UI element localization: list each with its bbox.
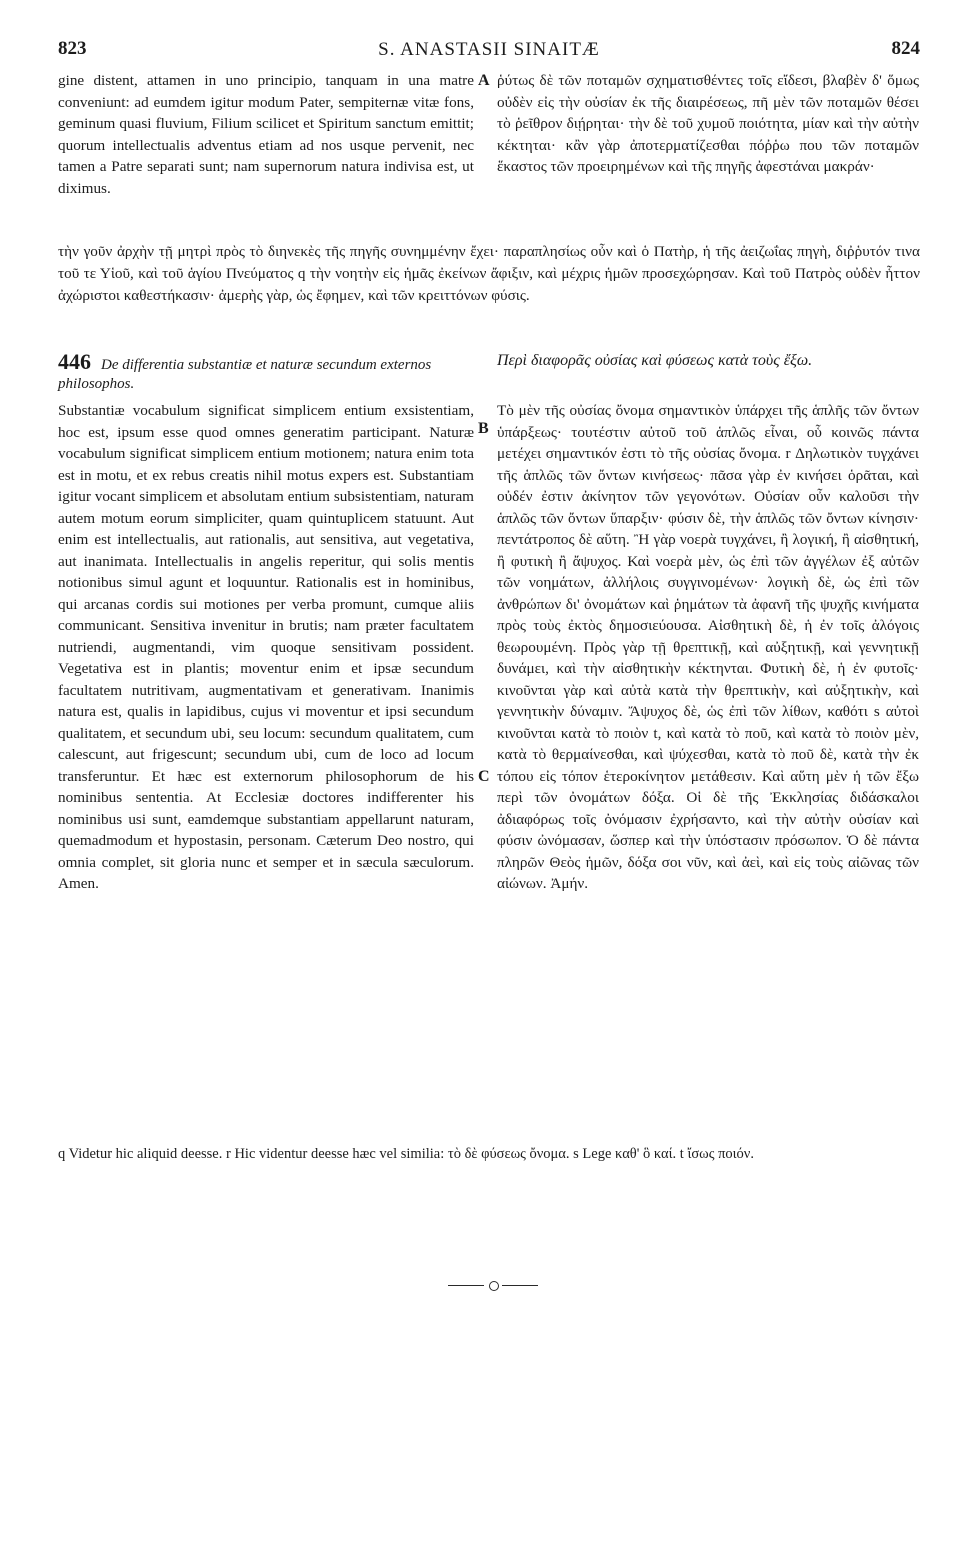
latin-heading-text: De differentia substantiæ et naturæ secundum externos philosophos.: [58, 357, 432, 392]
greek-full-width-paragraph: τὴν γοῦν ἀρχὴν τῇ μητρὶ πρὸς τὸ διηνεκὲς τῆς πηγῆς συνημμένην ἔχει· παραπλησίως οὖν καὶ ὁ Πατὴρ, ἡ τῆς ἀειζωΐας πηγὴ, διῤῥυτόν τινα τοῦ τε Υἱοῦ, καὶ τοῦ ἁγίου Πνεύματος q τὴν νοητὴν εἰς ἡμᾶς ἐκείνων ἄφιξιν, καὶ μέχρις ἡμῶν προσεχώρησαν. Καὶ τοῦ Πατρὸς οὐδὲν ἧττον ἀχώριστοι καθεστήκασιν· ἀμερὴς γὰρ, ὡς ἔφημεν, καὶ τῶν κρειττόνων φύσις.: [58, 243, 920, 304]
section-divider: [448, 1281, 538, 1291]
running-title: S. ANASTASII SINAITÆ: [378, 39, 600, 60]
column-number-left: 823: [58, 38, 87, 59]
margin-marker-b: B: [478, 420, 489, 437]
greek-top-paragraph: ῥύτως δὲ τῶν ποταμῶν σχηματισθέντες τοῖς εἴδεσι, βλαβὲν δ' ὅμως οὐδὲν εἰς τὴν οὐσίαν ἐκ τῆς διαιρέσεως, πῆ μὲν τῶν ποταμῶν θέσει τὸ ῥεῖθρον διῄρηται· τὴν δὲ τοῦ χυμοῦ ποιότητα, μίαν καὶ τὴν αὐτὴν κέκτηται· κἂν γὰρ ἀποτερματίζεσθαι πόῤῥω που τῶν ποταμῶν ἕκαστος τῶν προειρημένων καὶ τῆς πηγῆς ἀφεστάναι μακράν·: [497, 72, 919, 175]
footnotes: q Videtur hic aliquid deesse. r Hic videntur deesse hæc vel similia: τὸ δὲ φύσεως ὄνομα. s Lege καθ' ὃ καί. t ἴσως ποιόν.: [58, 1146, 754, 1162]
latin-body-paragraph: Substantiæ vocabulum significat simplicem entium exsistentiam, hoc est, ipsum esse quod omnes generatim participant. Naturæ vocabulum significat simplicem entium motionem; natura enim tota est in motu, et ex rebus creatis nihil motus expers est. Substantiam igitur vocant simplicem et absolutam entium subsistentiam, naturam autem motum eorum simpliciter, quam quintuplicem statuunt. Aut enim est intellectualis, aut rationalis, aut sensitiva, aut vegetativa, aut inanimata. Intellectualis in angelis reperitur, qui solis mentis notionibus simul agunt et loquuntur. Rationalis est in hominibus, qui arcanas cordis sui motiones per verba promunt, cumque aliis communicant. Sensitiva invenitur in brutis; nam præter facultatem nutriendi, augmentandi, vim quoque sensitivam possident. Vegetativa est in plantis; moventur enim et ipsæ secundum facultatem nutritivam, augmentativam et generativam. Inanimis natura est, qualis in lapidibus, cujus vi moventur et ipsi secundum qualitatem, et secundum ubi, seu locum: secundum qualitatem, cum calescunt, aut frigescunt; secundum ubi, cum de loco ad locum transferuntur. Et hæc est externorum philosophorum de his nominibus sententia. At Ecclesiæ doctores indifferenter his nominibus usi sunt, eamdemque substantiam appellarunt naturam, quemadmodum et hypostasin, personam. Cæterum Deo nostro, qui omnia complet, sit gloria nunc et semper et in sæcula sæculorum. Amen.: [58, 402, 474, 892]
column-number-right: 824: [891, 38, 920, 59]
margin-marker-a: A: [478, 72, 490, 89]
divider-line-left: [448, 1285, 484, 1286]
greek-body-paragraph: Τὸ μὲν τῆς οὐσίας ὄνομα σημαντικὸν ὑπάρχει τῆς ἁπλῆς τῶν ὄντων ὑπάρξεως· τουτέστιν αὐτοῦ τοῦ ἁπλῶς εἶναι, οὗ κοινῶς πάντα μετέχει σημαντικόν ἐστι τὸ τῆς οὐσίας ὄνομα. r Δηλωτικὸν τυγχάνει τῆς ἁπλῶς τῶν ὄντων κινήσεως· πᾶσα γὰρ ἐν κινήσει ὁρᾶται, καὶ οὐδέν ἐστιν ἀκίνητον τῶν γεγονότων. Οὐσίαν οὖν καλοῦσι τὴν ἁπλῶς τῶν ὄντων ὕπαρξιν· φύσιν δὲ, τὴν ἁπλῶς τῶν ὄντων κίνησιν· πεντάτροπος δὲ αὕτη. Ἢ γὰρ νοερὰ τυγχάνει, ἢ λογική, ἢ αἰσθητική, ἢ φυτικὴ ἢ ἄψυχος. Καὶ νοερὰ μὲν, ὡς ἐπὶ τῶν ἀγγέλων ἐξ αὐτῶν τῶν νοημάτων, ἀλλήλοις συγγινομένων· λογικὴ δὲ, ὡς ἐπὶ τῶν ἀνθρώπων δι' ὀνομάτων καὶ ῥημάτων τὰ ἀφανῆ τῆς ψυχῆς κινήματα πρὸς τοὺς ἐκτὸς δημοσιεύουσα. Αἰσθητικὴ δὲ, ἡ ἐν τοῖς ἀλόγοις θεωρουμένη. Πρὸς γὰρ τῇ θρεπτικῇ, καὶ αὐξητικῇ, καὶ γεννητικῇ δυνάμει, καὶ τὴν αἰσθητικὴν κέκτηνται. Φυτικὴ δὲ, ἡ ἐν φυτοῖς· κινοῦνται γὰρ καὶ αὐτὰ κατὰ τὴν θρεπτικὴν, καὶ αὐξητικὴν, καὶ γεννητικὴν δύναμιν. Ἄψυχος δὲ, ὡς ἐπὶ τῶν λίθων, καθότι s αὐτοὶ κινοῦνται κατὰ τὸ ποιὸν t, καὶ κατὰ τὸ ποῦ, καὶ κατὰ τὸ ποιὸν μὲν, κατὰ τὸ θερμαίνεσθαι, καὶ ψύχεσθαι, κατὰ τὸ ποῦ δὲ, κατὰ τὴν ἐκ τόπου εἰς τόπον ἑτεροκίνητον μετάθεσιν. Καὶ αὕτη μὲν ἡ τῶν ἔξω περὶ τῶν ὀνομάτων δόξα. Οἱ δὲ τῆς Ἐκκλησίας διδάσκαλοι ἀδιαφόρως τοῖς ὀνόμασιν ἐχρήσαντο, καὶ τὴν αὐτὴν οὐσίαν καὶ φύσιν ὠνόμασαν, ὥσπερ καὶ τὴν ὑπόστασιν πρόσωπον. Ὁ δὲ πάντα πληρῶν Θεὸς ἡμῶν, δόξα σοι νῦν, καὶ ἀεὶ, καὶ εἰς τοὺς αἰῶνας τῶν αἰώνων. Ἀμήν.: [497, 402, 919, 892]
section-number: 446: [58, 349, 91, 374]
greek-section-heading: Περὶ διαφορᾶς οὐσίας καὶ φύσεως κατὰ τοὺς ἔξω.: [497, 352, 813, 369]
latin-section-heading: [58, 349, 488, 393]
divider-line-right: [502, 1285, 538, 1286]
divider-ornament: [489, 1281, 499, 1291]
latin-top-paragraph: gine distent, attamen in uno principio, tanquam in una matre conveniunt: ad eumdem igitur modum Pater, sempiternæ vitæ fons, geminum quasi fluvium, Filium scilicet et Spiritum sanctum emittit; quorum intellectualis adventus etiam ad nos usque pervenit, nec tamen a Patre separati sunt; nam supernorum natura indivisa est, ut diximus.: [58, 72, 474, 197]
margin-marker-c: C: [478, 768, 490, 785]
page-header: [58, 38, 920, 64]
